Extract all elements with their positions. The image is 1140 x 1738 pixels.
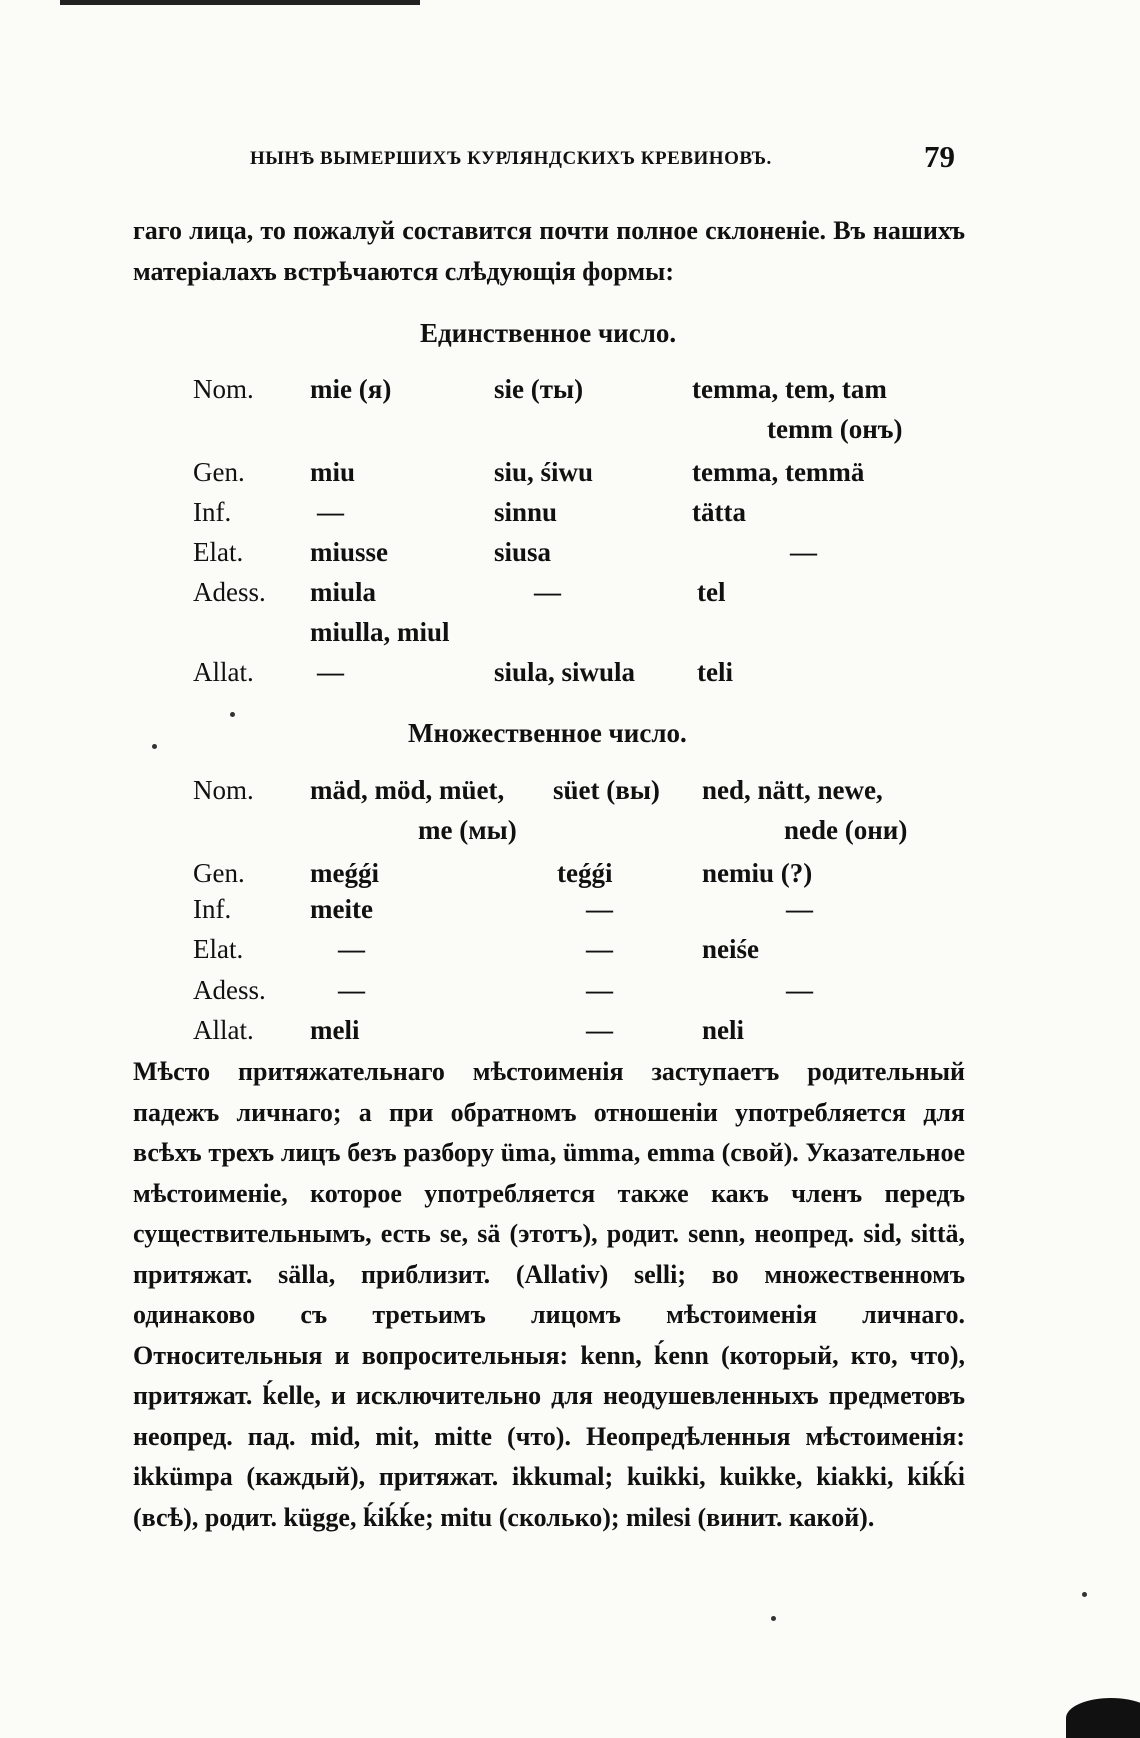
sing-form-3: tel: [697, 577, 726, 607]
plur-case: Allat.: [193, 1015, 254, 1045]
singular-title: Единственное число.: [420, 318, 677, 348]
plur-case: Inf.: [193, 894, 232, 924]
sing-form-2: sie (ты): [494, 374, 584, 404]
sing-case: Inf.: [193, 497, 232, 527]
sing-form-2: sinnu: [494, 497, 558, 527]
plur-form-3: —: [786, 975, 813, 1005]
plur-case: Elat.: [193, 934, 244, 964]
sing-form-1: miusse: [310, 537, 389, 567]
top-edge-rule: [60, 0, 420, 5]
plur-form-2: süet (вы): [553, 775, 660, 805]
sing-form-2: siu, śiwu: [494, 457, 594, 487]
plur-form-2: —: [586, 934, 613, 964]
ink-speck: [152, 744, 157, 749]
sing-form-1: miula: [310, 577, 377, 607]
scan-edge-blot: [1066, 1698, 1140, 1738]
plural-title: Множественное число.: [408, 718, 687, 748]
plur-form-2: —: [586, 1015, 613, 1045]
ink-speck: [230, 712, 235, 717]
sing-form-1: —: [317, 497, 344, 527]
plur-form-1-cont: me (мы): [418, 815, 517, 845]
plur-form-3-cont: nede (они): [784, 815, 908, 845]
plur-form-2: —: [586, 894, 613, 924]
plur-case: Gen.: [193, 858, 245, 888]
plur-form-2: —: [586, 975, 613, 1005]
intro-paragraph: гаго лица, то пожалуй составится почти полное склоненіе. Въ нашихъ матеріалахъ встрѣчаются слѣдующія формы:: [133, 216, 965, 286]
plur-form-1: —: [338, 975, 365, 1005]
plur-case: Nom.: [193, 775, 254, 805]
sing-form-2: siusa: [494, 537, 552, 567]
sing-case: Nom.: [193, 374, 254, 404]
sing-form-1-cont: miulla, miul: [310, 617, 450, 647]
sing-form-3-cont: temm (онъ): [767, 414, 903, 444]
plur-form-3: neli: [702, 1015, 745, 1045]
plur-case: Adess.: [193, 975, 266, 1005]
ink-speck: [771, 1616, 776, 1621]
sing-form-3: tätta: [692, 497, 746, 527]
plur-form-2: teǵǵi: [557, 858, 613, 888]
running-header: НЫНѢ ВЫМЕРШИХЪ КУРЛЯНДСКИХЪ КРЕВИНОВЪ.: [250, 148, 772, 169]
sing-form-1: miu: [310, 457, 356, 487]
sing-case: Adess.: [193, 577, 266, 607]
plur-form-1: meli: [310, 1015, 360, 1045]
sing-case: Gen.: [193, 457, 245, 487]
sing-form-3: teli: [697, 657, 733, 687]
plur-form-3: ned, nätt, newe,: [702, 775, 883, 805]
ink-speck: [1082, 1592, 1087, 1597]
page-number: 79: [924, 139, 955, 174]
sing-form-3: —: [790, 537, 817, 567]
sing-form-3: temma, tem, tam: [692, 374, 887, 404]
plur-form-1: meǵǵi: [310, 858, 379, 888]
sing-form-2: siula, siwula: [494, 657, 636, 687]
plur-form-1: —: [338, 934, 365, 964]
sing-form-1: mie (я): [310, 374, 392, 404]
closing-paragraph: Мѣсто притяжательнаго мѣстоименія заступаетъ родительный падежъ личнаго; а при обратномъ отношеніи употребляется для всѣхъ трехъ лицъ безъ разбору üma, ümma, emma (свой). Указательное мѣстоименіе, которое употребляется также какъ членъ передъ существительнымъ, есть se, sä (этотъ), родит. senn, неопред. sid, sittä, притяжат. sälla, приблизит. (Allativ) selli; во множественномъ одинаково съ третьимъ лицомъ мѣстоименія личнаго. Относительныя и вопросительныя: kenn, ḱenn (который, кто, что), притяжат. ḱelle, и исключительно для неодушевленныхъ предметовъ неопред. пад. mid, mit, mitte (что). Неопредѣленныя мѣстоименія: ikkümpa (каждый), притяжат. ikkumal; kuikki, kuikke, kiakki, kiḱḱi (всѣ), родит. kügge, ḱiḱḱe; mitu (сколько); milesi (винит. какой).: [133, 1057, 965, 1532]
sing-form-1: —: [317, 657, 344, 687]
plur-form-1: meite: [310, 894, 373, 924]
sing-case: Allat.: [193, 657, 254, 687]
sing-form-2: —: [534, 577, 561, 607]
plur-form-3: —: [786, 894, 813, 924]
plur-form-3: neiśe: [702, 934, 759, 964]
sing-form-3: temma, temmä: [692, 457, 865, 487]
sing-case: Elat.: [193, 537, 244, 567]
plur-form-1: mäd, möd, müet,: [310, 775, 505, 805]
plur-form-3: nemiu (?): [702, 858, 813, 888]
